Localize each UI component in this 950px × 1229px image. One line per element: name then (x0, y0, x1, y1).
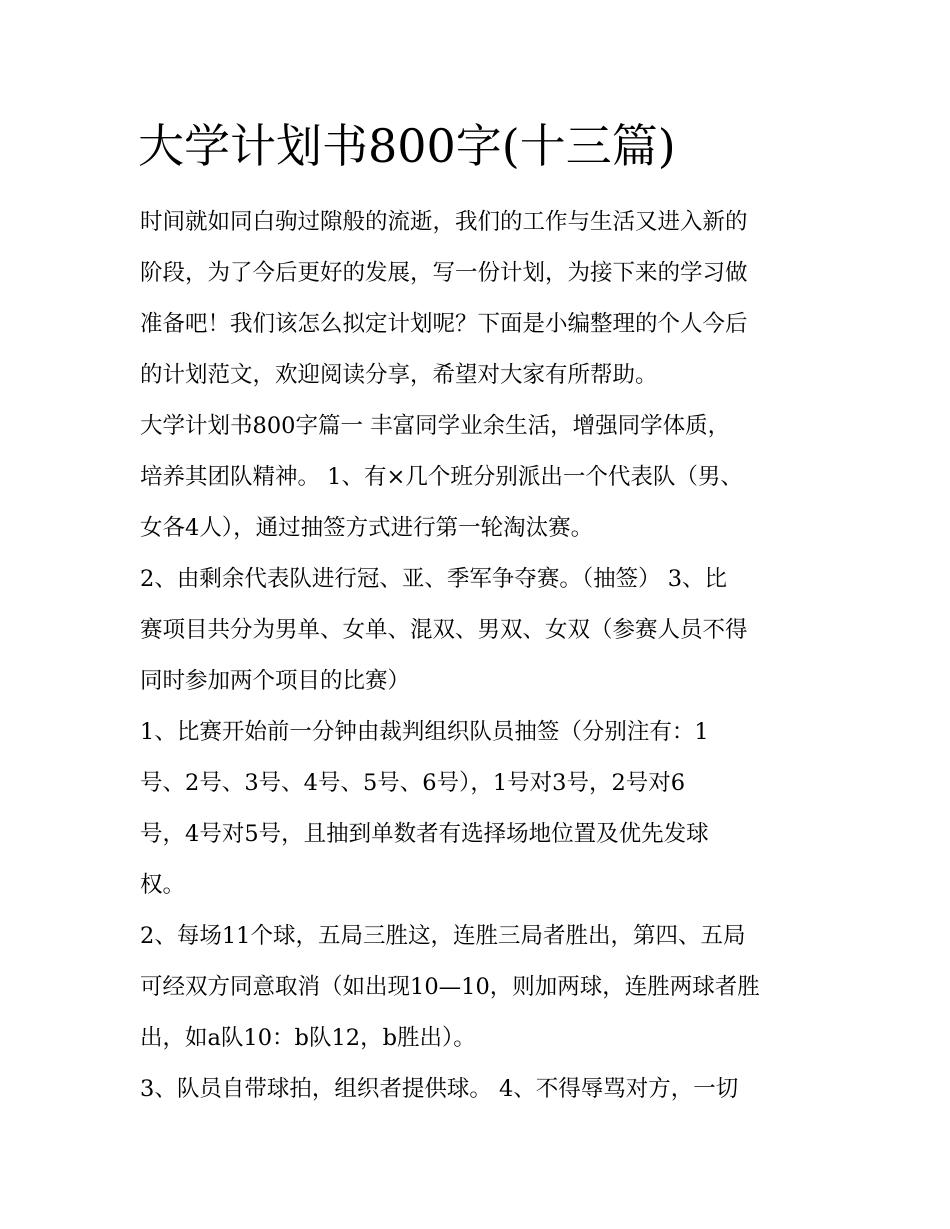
text-line: 阶段，为了今后更好的发展，写一份计划，为接下来的学习做 (140, 260, 748, 286)
text-line: 培养其团队精神。 1、有×几个班分别派出一个代表队（男、 (140, 464, 743, 490)
text-line: 1、比赛开始前一分钟由裁判组织队员抽签（分别注有：1 (140, 719, 709, 745)
document-title: 大学计划书800字(十三篇) (138, 119, 676, 173)
paragraph-competition-items (140, 554, 820, 707)
text-line: 同时参加两个项目的比赛） (140, 668, 411, 694)
paragraph-scoring-rules (140, 911, 820, 1064)
text-line: 赛项目共分为男单、女单、混双、男双、女双（参赛人员不得 (140, 617, 748, 643)
text-line: 时间就如同白驹过隙般的流逝，我们的工作与生活又进入新的 (140, 209, 748, 235)
text-line: 号、2号、3号、4号、5号、6号），1号对3号，2号对6 (140, 770, 686, 796)
text-line: 的计划范文，欢迎阅读分享，希望对大家有所帮助。 (140, 362, 658, 388)
text-line: 2、每场11个球，五局三胜这，连胜三局者胜出，第四、五局 (140, 923, 746, 949)
document-body (140, 197, 820, 1115)
text-line: 女各4人），通过抽签方式进行第一轮淘汰赛。 (140, 515, 594, 541)
text-line: 出，如a队10：b队12，b胜出）。 (140, 1025, 476, 1051)
paragraph-equipment-rules (140, 1064, 820, 1115)
text-line: 准备吧！我们该怎么拟定计划呢？下面是小编整理的个人今后 (140, 311, 748, 337)
text-line: 权。 (140, 872, 186, 898)
text-line: 3、队员自带球拍，组织者提供球。 4、不得辱骂对方，一切 (140, 1076, 739, 1102)
text-line: 2、由剩余代表队进行冠、亚、季军争夺赛。（抽签） 3、比 (140, 566, 728, 592)
text-line: 大学计划书800字篇一 丰富同学业余生活，增强同学体质， (140, 413, 731, 439)
paragraph-section-one (140, 401, 820, 554)
paragraph-draw-rules (140, 707, 820, 911)
text-line: 号，4号对5号，且抽到单数者有选择场地位置及优先发球 (140, 821, 709, 847)
paragraph-intro (140, 197, 820, 401)
text-line: 可经双方同意取消（如出现10—10，则加两球，连胜两球者胜 (140, 974, 760, 1000)
